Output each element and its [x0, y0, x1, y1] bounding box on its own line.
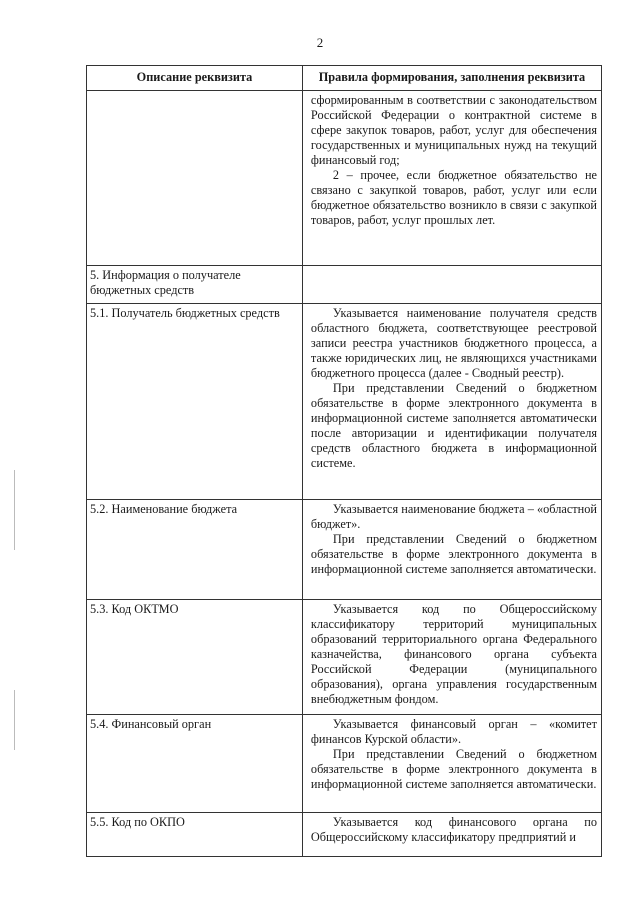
row-rules	[302, 715, 601, 813]
row-description: 5.3. Код ОКТМО	[87, 600, 303, 715]
table-header-row	[87, 66, 602, 91]
row-rules	[302, 266, 601, 304]
page-number: 2	[316, 35, 324, 50]
header-rules: Правила формирования, заполнения реквизита	[302, 66, 601, 91]
rule-paragraph: Указывается код по Общероссийскому классификатору территорий муниципальных образований территориального органа Федерального казначейства, финансового органа субъекта Российской Федерации (муниципального образования), органа управления государственным внебюджетным фондом.	[310, 602, 597, 706]
rule-paragraph: Указывается финансовый орган – «комитет финансов Курской области».	[310, 717, 597, 746]
row-rules	[302, 600, 601, 715]
rule-paragraph: Указывается код финансового органа по Общероссийскому классификатору предприятий и	[310, 815, 597, 844]
row-description: 5. Информация о получателе бюджетных средств	[87, 266, 303, 304]
table-row	[87, 91, 602, 266]
table-row	[87, 266, 602, 304]
row-rules	[302, 304, 601, 500]
table-row	[87, 715, 602, 813]
table-row	[87, 500, 602, 600]
rule-paragraph: При представлении Сведений о бюджетном обязательстве в форме электронного документа в информационной системе заполняется автоматически.	[310, 747, 597, 791]
row-description: 5.4. Финансовый орган	[87, 715, 303, 813]
rule-paragraph: сформированным в соответствии с законодательством Российской Федерации о контрактной системе в сфере закупок товаров, работ, услуг для обеспечения государственных и муниципальных нужд на текущий финансовый год;	[310, 93, 597, 167]
row-description: 5.2. Наименование бюджета	[87, 500, 303, 600]
row-rules	[302, 91, 601, 266]
rule-paragraph: 2 – прочее, если бюджетное обязательство не связано с закупкой товаров, работ, услуг или если бюджетное обязательство возникло в связи с закупкой товаров, работ, услуг прошлых лет.	[310, 168, 597, 227]
table-row	[87, 304, 602, 500]
rule-paragraph: При представлении Сведений о бюджетном обязательстве в форме электронного документа в информационной системе заполняется автоматически.	[310, 532, 597, 576]
rule-paragraph: Указывается наименование бюджета – «областной бюджет».	[310, 502, 597, 531]
row-description: 5.5. Код по ОКПО	[87, 813, 303, 857]
row-description	[87, 91, 303, 266]
header-description: Описание реквизита	[87, 66, 303, 91]
table-row	[87, 813, 602, 857]
row-description: 5.1. Получатель бюджетных средств	[87, 304, 303, 500]
margin-line	[14, 470, 15, 550]
table-row	[87, 600, 602, 715]
requisites-table	[86, 65, 602, 857]
row-rules	[302, 813, 601, 857]
rule-paragraph: При представлении Сведений о бюджетном обязательстве в форме электронного документа в информационной системе заполняется автоматически после авторизации и идентификации получателя средств областного бюджета в информационной системе.	[310, 381, 597, 470]
margin-line	[14, 690, 15, 750]
row-rules	[302, 500, 601, 600]
rule-paragraph: Указывается наименование получателя средств областного бюджета, соответствующее реестровой записи реестра участников бюджетного процесса, а также юридических лиц, не являющихся участниками бюджетного процесса (далее - Сводный реестр).	[310, 306, 597, 380]
